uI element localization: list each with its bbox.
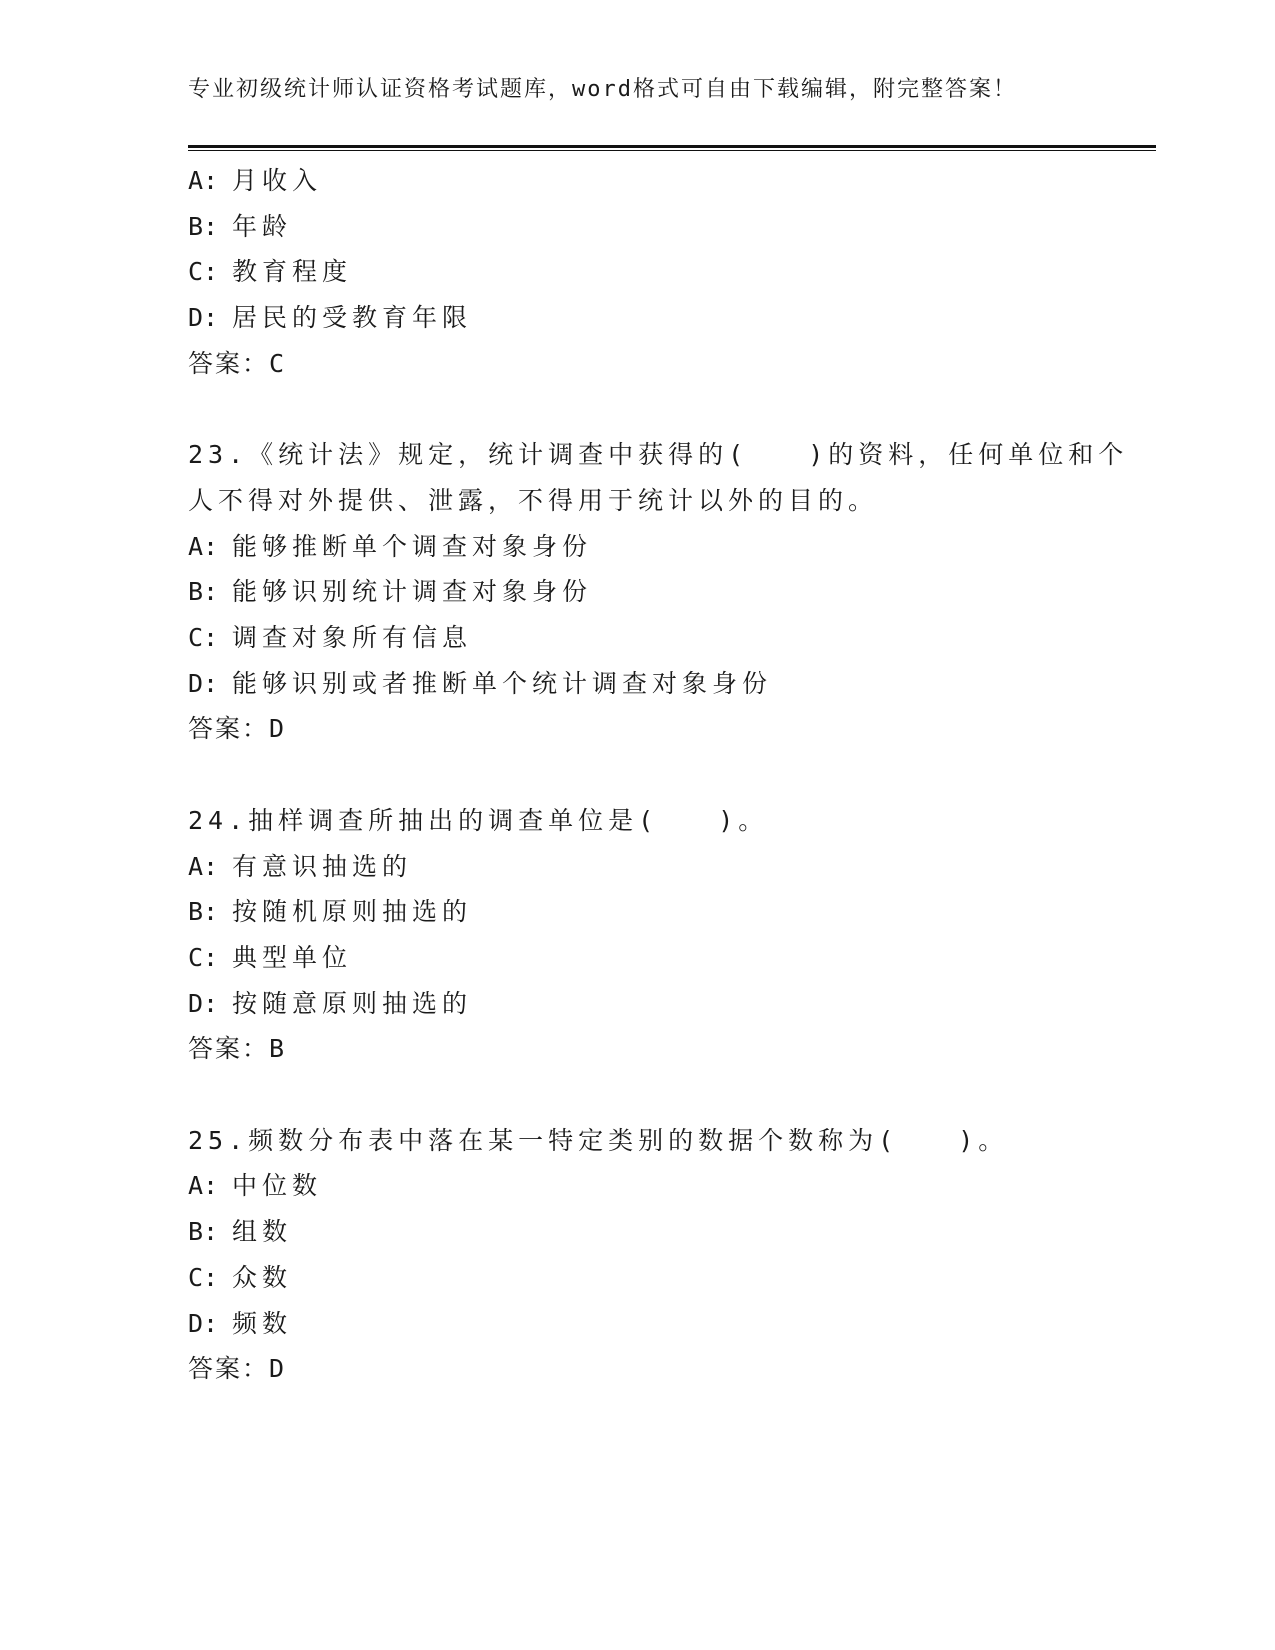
question-stem: 24.抽样调查所抽出的调查单位是( )。 (188, 805, 769, 835)
option-tag: B: (188, 1217, 219, 1247)
option-a (188, 1163, 1088, 1209)
question-23 (188, 432, 1129, 752)
option-b (188, 204, 1088, 250)
option-tag: A: (188, 166, 219, 195)
question-stem: 23.《统计法》规定，统计调查中获得的( )的资料，任何单位和个 (188, 440, 1129, 470)
answer-label: 答案： (188, 1354, 270, 1384)
option-text: 中位数 (232, 1171, 323, 1201)
question-24 (188, 798, 1088, 1072)
option-tag: B: (188, 897, 219, 927)
option-tag: D: (188, 668, 219, 698)
option-text: 按随意原则抽选的 (232, 988, 473, 1018)
option-text: 调查对象所有信息 (232, 623, 473, 653)
option-b (188, 1209, 1088, 1255)
answer-value: B (269, 1034, 287, 1064)
question-stem-continued: 人不得对外提供、泄露，不得用于统计以外的目的。 (188, 485, 879, 515)
question-22 (188, 158, 1088, 387)
spacer (188, 387, 1088, 433)
option-text: 典型单位 (232, 942, 353, 972)
answer-label: 答案： (188, 1034, 270, 1064)
option-b (188, 569, 1088, 615)
question-25 (188, 1118, 1088, 1392)
question-stem: 25.频数分布表中落在某一特定类别的数据个数称为( )。 (188, 1125, 1009, 1155)
option-tag: C: (188, 1262, 219, 1292)
option-a (188, 524, 1088, 570)
answer-line (188, 1026, 1088, 1072)
option-tag: B: (188, 577, 219, 607)
option-tag: D: (188, 1308, 219, 1338)
option-text: 按随机原则抽选的 (232, 897, 473, 927)
option-text: 频数 (232, 1308, 293, 1338)
option-c (188, 615, 1088, 661)
option-d (188, 661, 1088, 707)
header-divider-thick (188, 145, 1156, 148)
option-tag: D: (188, 303, 219, 333)
option-b (188, 889, 1088, 935)
option-text: 能够推断单个调查对象身份 (232, 531, 593, 561)
option-tag: A: (188, 531, 219, 561)
answer-label: 答案： (188, 714, 270, 744)
option-tag: B: (188, 211, 219, 241)
option-tag: C: (188, 257, 219, 287)
answer-value: D (269, 1354, 287, 1384)
question-list (188, 158, 1129, 1392)
page-header: 专业初级统计师认证资格考试题库，word格式可自由下载编辑，附完整答案！ (188, 77, 1017, 102)
option-c (188, 249, 1088, 295)
option-text: 有意识抽选的 (232, 851, 413, 881)
option-text: 年龄 (232, 211, 293, 241)
option-d (188, 1301, 1088, 1347)
option-a (188, 844, 1088, 890)
option-text: 能够识别统计调查对象身份 (232, 577, 593, 607)
option-d (188, 295, 1088, 341)
option-text: 教育程度 (232, 257, 353, 287)
option-tag: C: (188, 942, 219, 972)
option-text: 居民的受教育年限 (232, 303, 473, 333)
answer-label: 答案： (188, 348, 270, 378)
option-tag: D: (188, 988, 219, 1018)
header-divider-thin (188, 150, 1156, 151)
answer-value: D (269, 714, 287, 744)
option-c (188, 1255, 1088, 1301)
option-a (188, 158, 1088, 204)
option-text: 众数 (232, 1262, 293, 1292)
answer-line (188, 341, 1088, 387)
option-text: 能够识别或者推断单个统计调查对象身份 (232, 668, 773, 698)
option-tag: A: (188, 851, 219, 881)
answer-line (188, 706, 1088, 752)
answer-line (188, 1346, 1088, 1392)
option-d (188, 981, 1088, 1027)
answer-value: C (269, 348, 287, 378)
option-text: 月收入 (232, 166, 323, 195)
option-tag: C: (188, 623, 219, 653)
option-text: 组数 (232, 1217, 293, 1247)
spacer (188, 1072, 1088, 1118)
option-c (188, 935, 1088, 981)
option-tag: A: (188, 1171, 219, 1201)
spacer (188, 752, 1088, 798)
